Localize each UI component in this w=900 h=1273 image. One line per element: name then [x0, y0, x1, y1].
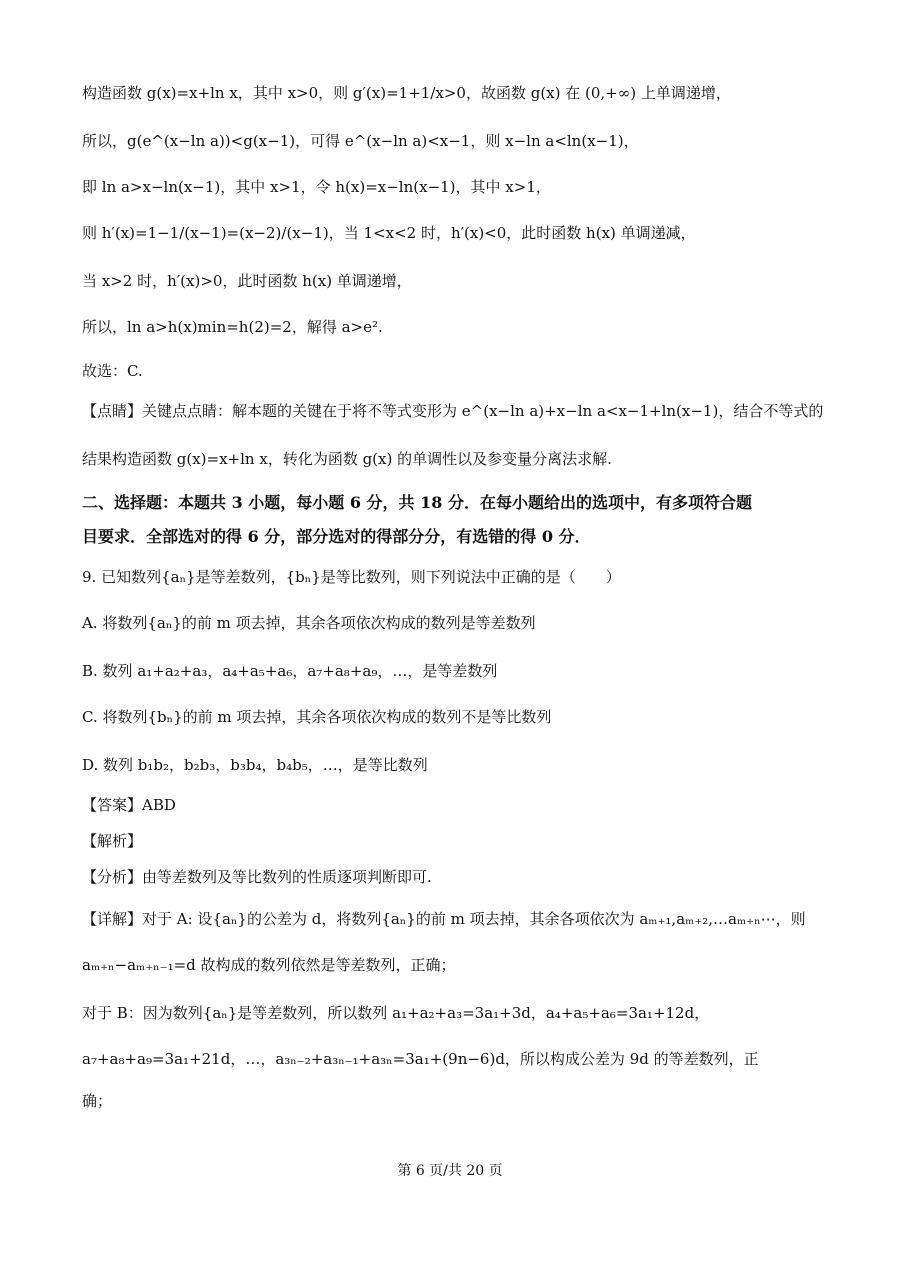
answer: 【答案】ABD [82, 796, 176, 814]
page-footer: 第 6 页/共 20 页 [397, 1163, 503, 1179]
solution-line: 构造函数 g(x)=x+ln x，其中 x>0，则 g′(x)=1+1/x>0，故函数 g(x) 在 (0,+∞) 上单调递增， [82, 84, 731, 102]
option-b: B. 数列 a₁+a₂+a₃，a₄+a₅+a₆，a₇+a₈+a₉，…，是等差数列 [82, 662, 498, 680]
solution-line: 所以，ln a>h(x)min=h(2)=2，解得 a>e². [82, 318, 383, 336]
detail-line: 对于 B：因为数列{aₙ}是等差数列，所以数列 a₁+a₂+a₃=3a₁+3d，a₄+a₅+a₆=3a₁+12d， [82, 1004, 710, 1022]
section-heading: 目要求．全部选对的得 6 分，部分选对的得部分分，有选错的得 0 分． [82, 527, 591, 546]
solution-line: 当 x>2 时，h′(x)>0，此时函数 h(x) 单调递增， [82, 272, 412, 290]
analysis-label: 【解析】 [82, 832, 143, 850]
solution-line: 则 h′(x)=1−1/(x−1)=(x−2)/(x−1)，当 1<x<2 时，h′(x)<0，此时函数 h(x) 单调递减， [82, 224, 696, 242]
option-c: C. 将数列{bₙ}的前 m 项去掉，其余各项依次构成的数列不是等比数列 [82, 708, 552, 726]
detail-line: aₘ₊ₙ−aₘ₊ₙ₋₁=d 故构成的数列依然是等差数列，正确； [82, 956, 456, 974]
question-stem: 9. 已知数列{aₙ}是等差数列，{bₙ}是等比数列，则下列说法中正确的是（ ） [82, 568, 621, 586]
option-a: A. 将数列{aₙ}的前 m 项去掉，其余各项依次构成的数列是等差数列 [82, 614, 536, 632]
solution-line: 所以，g(e^(x−ln a))<g(x−1)，可得 e^(x−ln a)<x−1，则 x−ln a<ln(x−1)， [82, 132, 639, 150]
key-point-note: 结果构造函数 g(x)=x+ln x，转化为函数 g(x) 的单调性以及参变量分离法求解. [82, 450, 612, 468]
detail-line: a₇+a₈+a₉=3a₁+21d，…，a₃ₙ₋₂+a₃ₙ₋₁+a₃ₙ=3a₁+(9n−6)d，所以构成公差为 9d 的等差数列，正 [82, 1050, 759, 1068]
section-heading: 二、选择题：本题共 3 小题，每小题 6 分，共 18 分．在每小题给出的选项中，有多项符合题 [82, 493, 752, 512]
key-point-note: 【点睛】关键点点睛：解本题的关键在于将不等式变形为 e^(x−ln a)+x−ln a<x−1+ln(x−1)，结合不等式的 [82, 402, 824, 420]
option-d: D. 数列 b₁b₂，b₂b₃，b₃b₄，b₄b₅，…，是等比数列 [82, 756, 428, 774]
detail-line: 【详解】对于 A: 设{aₙ}的公差为 d，将数列{aₙ}的前 m 项去掉，其余各项依次为 aₘ₊₁,aₘ₊₂,…aₘ₊ₙ⋯，则 [82, 910, 806, 928]
solution-choice: 故选：C. [82, 362, 143, 380]
detail-line: 确； [82, 1092, 113, 1110]
analysis-summary: 【分析】由等差数列及等比数列的性质逐项判断即可. [82, 868, 432, 886]
solution-line: 即 ln a>x−ln(x−1)，其中 x>1，令 h(x)=x−ln(x−1)，其中 x>1， [82, 178, 551, 196]
